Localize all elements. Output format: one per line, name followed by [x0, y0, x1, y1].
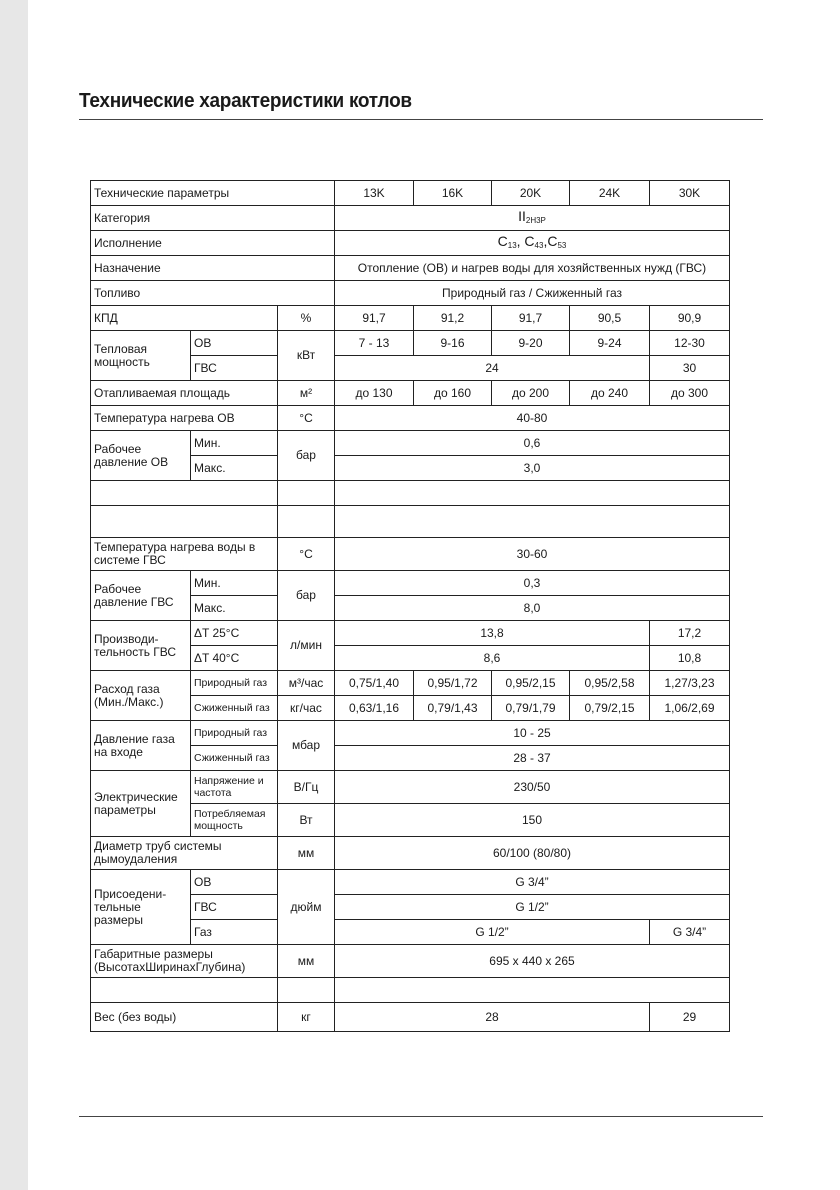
gas-flow-natural-24k: 0,95/2,58	[570, 671, 650, 696]
heat-power-label: Тепловая мощность	[91, 331, 191, 381]
table-header-row	[91, 181, 730, 206]
row-electric-voltage	[91, 771, 730, 804]
execution-s2: 43	[534, 240, 544, 250]
connections-unit: дюйм	[278, 870, 335, 945]
row-gas-flow-natural	[91, 671, 730, 696]
row-gas-pressure-natural	[91, 721, 730, 746]
row-category	[91, 206, 730, 231]
efficiency-label: КПД	[91, 306, 278, 331]
connections-gas-label: Газ	[191, 920, 278, 945]
category-sub: 2H3P	[525, 215, 546, 225]
row-efficiency	[91, 306, 730, 331]
heat-power-ov-30k: 12-30	[650, 331, 730, 356]
gvs-pressure-max-label: Макс.	[191, 596, 278, 621]
gvs-temp-label: Температура нагрева воды в системе ГВС	[91, 538, 278, 571]
efficiency-20k: 91,7	[492, 306, 570, 331]
gvs-capacity-dt25-common: 13,8	[335, 621, 650, 646]
gvs-capacity-dt40-30k: 10,8	[650, 646, 730, 671]
area-unit: м²	[278, 381, 335, 406]
heat-power-ov-13k: 7 - 13	[335, 331, 414, 356]
row-execution	[91, 231, 730, 256]
ov-pressure-min-label: Мин.	[191, 431, 278, 456]
gas-pressure-lpg-label: Сжиженный газ	[191, 746, 278, 771]
empty-cell	[335, 506, 730, 538]
empty-cell	[91, 506, 278, 538]
execution-s3: 53	[557, 240, 567, 250]
gas-flow-natural-16k: 0,95/1,72	[414, 671, 492, 696]
execution-s1: 13	[507, 240, 517, 250]
heat-power-gvs-label: ГВС	[191, 356, 278, 381]
execution-label: Исполнение	[91, 231, 335, 256]
heat-power-ov-label: ОВ	[191, 331, 278, 356]
efficiency-16k: 91,2	[414, 306, 492, 331]
execution-c3: ,C	[543, 232, 558, 249]
execution-c1: C	[497, 232, 508, 249]
fuel-label: Топливо	[91, 281, 335, 306]
electric-voltage-unit: В/Гц	[278, 771, 335, 804]
flue-unit: мм	[278, 837, 335, 870]
efficiency-24k: 90,5	[570, 306, 650, 331]
connections-label: Присоедени-тельные размеры	[91, 870, 191, 945]
row-connections-ov	[91, 870, 730, 895]
weight-30k: 29	[650, 1003, 730, 1032]
ov-temp-unit: °C	[278, 406, 335, 431]
fuel-value: Природный газ / Сжиженный газ	[335, 281, 730, 306]
header-param: Технические параметры	[91, 181, 335, 206]
gas-flow-natural-20k: 0,95/2,15	[492, 671, 570, 696]
area-16k: до 160	[414, 381, 492, 406]
gvs-capacity-dt25-30k: 17,2	[650, 621, 730, 646]
electric-label: Электрические параметры	[91, 771, 191, 837]
category-value	[335, 206, 730, 231]
electric-voltage-value: 230/50	[335, 771, 730, 804]
electric-power-label: Потребляемая мощность	[191, 804, 278, 837]
empty-cell	[335, 481, 730, 506]
ov-pressure-min: 0,6	[335, 431, 730, 456]
model-24k: 24K	[570, 181, 650, 206]
row-flue	[91, 837, 730, 870]
model-13k: 13K	[335, 181, 414, 206]
ov-temp-value: 40-80	[335, 406, 730, 431]
connections-gas-30k: G 3/4”	[650, 920, 730, 945]
gvs-pressure-label: Рабочее давление ГВС	[91, 571, 191, 621]
connections-ov-value: G 3/4”	[335, 870, 730, 895]
title-divider	[79, 119, 763, 120]
row-dimensions	[91, 945, 730, 978]
connections-gvs-value: G 1/2”	[335, 895, 730, 920]
area-30k: до 300	[650, 381, 730, 406]
gvs-temp-value: 30-60	[335, 538, 730, 571]
efficiency-30k: 90,9	[650, 306, 730, 331]
row-gvs-temp	[91, 538, 730, 571]
gas-flow-natural-label: Природный газ	[191, 671, 278, 696]
weight-label: Вес (без воды)	[91, 1003, 278, 1032]
gas-flow-lpg-unit: кг/час	[278, 696, 335, 721]
electric-power-unit: Вт	[278, 804, 335, 837]
ov-pressure-unit: бар	[278, 431, 335, 481]
gvs-pressure-unit: бар	[278, 571, 335, 621]
empty-cell	[278, 506, 335, 538]
empty-cell	[91, 481, 278, 506]
gvs-capacity-dt40-label: ΔT 40°C	[191, 646, 278, 671]
category-label: Категория	[91, 206, 335, 231]
row-weight	[91, 1003, 730, 1032]
page-title: Технические характеристики котлов	[79, 90, 412, 112]
row-ov-temp	[91, 406, 730, 431]
gas-flow-lpg-20k: 0,79/1,79	[492, 696, 570, 721]
weight-unit: кг	[278, 1003, 335, 1032]
row-ov-pressure-min	[91, 431, 730, 456]
gas-flow-lpg-16k: 0,79/1,43	[414, 696, 492, 721]
heat-power-unit: кВт	[278, 331, 335, 381]
area-label: Отапливаемая площадь	[91, 381, 278, 406]
dimensions-unit: мм	[278, 945, 335, 978]
footer-divider	[79, 1116, 763, 1117]
heat-power-gvs-common: 24	[335, 356, 650, 381]
empty-cell	[91, 978, 278, 1003]
gas-pressure-unit: мбар	[278, 721, 335, 771]
empty-cell	[278, 978, 335, 1003]
gas-flow-label: Расход газа (Мин./Макс.)	[91, 671, 191, 721]
gvs-pressure-min-label: Мин.	[191, 571, 278, 596]
connections-gvs-label: ГВС	[191, 895, 278, 920]
ov-pressure-max-label: Макс.	[191, 456, 278, 481]
gas-flow-lpg-24k: 0,79/2,15	[570, 696, 650, 721]
heat-power-gvs-30k: 30	[650, 356, 730, 381]
row-purpose	[91, 256, 730, 281]
purpose-value: Отопление (ОВ) и нагрев воды для хозяйственных нужд (ГВС)	[335, 256, 730, 281]
gas-pressure-lpg-value: 28 - 37	[335, 746, 730, 771]
specifications-table	[90, 180, 730, 1032]
row-fuel	[91, 281, 730, 306]
execution-c2: , C	[516, 232, 535, 249]
row-gvs-pressure-min	[91, 571, 730, 596]
gvs-pressure-max: 8,0	[335, 596, 730, 621]
gvs-capacity-unit: л/мин	[278, 621, 335, 671]
gvs-capacity-dt40-common: 8,6	[335, 646, 650, 671]
heat-power-ov-16k: 9-16	[414, 331, 492, 356]
flue-value: 60/100 (80/80)	[335, 837, 730, 870]
gas-pressure-natural-value: 10 - 25	[335, 721, 730, 746]
electric-voltage-label: Напряжение и частота	[191, 771, 278, 804]
gas-flow-lpg-30k: 1,06/2,69	[650, 696, 730, 721]
gas-flow-natural-30k: 1,27/3,23	[650, 671, 730, 696]
connections-ov-label: ОВ	[191, 870, 278, 895]
category-main: II	[518, 207, 526, 224]
ov-pressure-label: Рабочее давление ОВ	[91, 431, 191, 481]
weight-common: 28	[335, 1003, 650, 1032]
area-20k: до 200	[492, 381, 570, 406]
gas-pressure-natural-label: Природный газ	[191, 721, 278, 746]
area-13k: до 130	[335, 381, 414, 406]
gas-flow-lpg-label: Сжиженный газ	[191, 696, 278, 721]
electric-power-value: 150	[335, 804, 730, 837]
heat-power-ov-20k: 9-20	[492, 331, 570, 356]
row-gvs-capacity-dt25	[91, 621, 730, 646]
empty-cell	[278, 481, 335, 506]
gas-flow-natural-13k: 0,75/1,40	[335, 671, 414, 696]
area-24k: до 240	[570, 381, 650, 406]
efficiency-unit: %	[278, 306, 335, 331]
model-16k: 16K	[414, 181, 492, 206]
ov-temp-label: Температура нагрева ОВ	[91, 406, 278, 431]
efficiency-13k: 91,7	[335, 306, 414, 331]
gvs-capacity-label: Производи-тельность ГВС	[91, 621, 191, 671]
connections-gas-common: G 1/2”	[335, 920, 650, 945]
gas-pressure-label: Давление газа на входе	[91, 721, 191, 771]
dimensions-label: Габаритные размеры (ВысотахШиринахГлубина)	[91, 945, 278, 978]
heat-power-ov-24k: 9-24	[570, 331, 650, 356]
flue-label: Диаметр труб системы дымоудаления	[91, 837, 278, 870]
gas-flow-natural-unit: м³/час	[278, 671, 335, 696]
ov-pressure-max: 3,0	[335, 456, 730, 481]
purpose-label: Назначение	[91, 256, 335, 281]
row-empty-1	[91, 481, 730, 506]
gvs-temp-unit: °C	[278, 538, 335, 571]
row-empty-2	[91, 506, 730, 538]
row-heat-power-ov	[91, 331, 730, 356]
gvs-capacity-dt25-label: ΔT 25°C	[191, 621, 278, 646]
execution-value	[335, 231, 730, 256]
empty-cell	[335, 978, 730, 1003]
model-30k: 30K	[650, 181, 730, 206]
row-empty-3	[91, 978, 730, 1003]
gas-flow-lpg-13k: 0,63/1,16	[335, 696, 414, 721]
gvs-pressure-min: 0,3	[335, 571, 730, 596]
row-area	[91, 381, 730, 406]
model-20k: 20K	[492, 181, 570, 206]
dimensions-value: 695 x 440 x 265	[335, 945, 730, 978]
side-strip	[0, 0, 28, 1190]
